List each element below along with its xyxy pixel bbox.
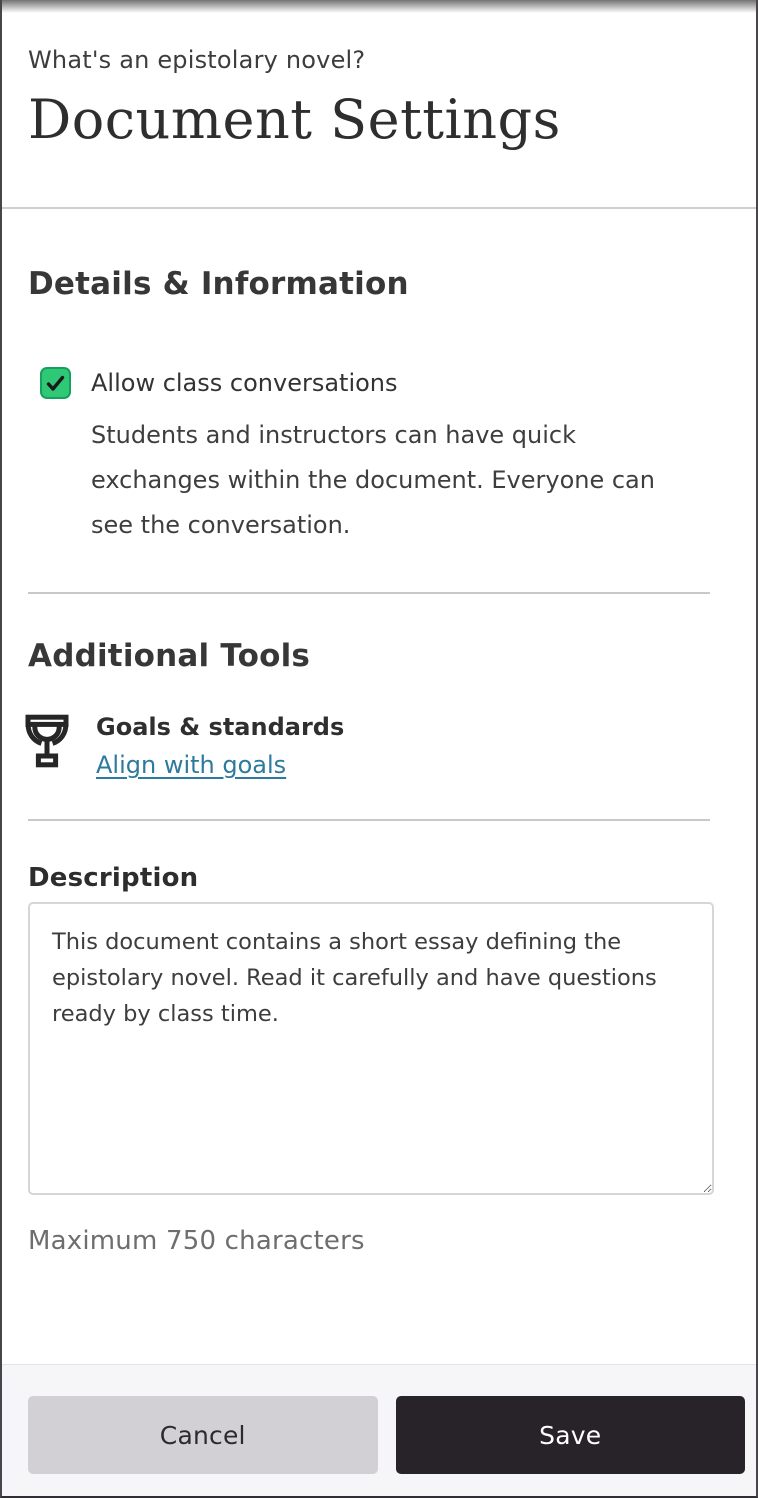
panel-header: [2, 0, 756, 209]
goals-standards-row: [28, 710, 710, 779]
description-label: Description: [28, 863, 199, 893]
allow-conversations-checkbox[interactable]: [40, 367, 71, 399]
document-context-title: What's an epistolary novel?: [28, 46, 366, 74]
save-button[interactable]: Save: [396, 1396, 746, 1474]
allow-conversations-row: [28, 365, 710, 548]
cancel-button[interactable]: Cancel: [28, 1396, 378, 1474]
align-with-goals-link[interactable]: Align with goals: [96, 751, 287, 779]
goals-standards-text: [96, 710, 344, 779]
additional-tools-heading: Additional Tools: [28, 638, 311, 674]
page-title: Document Settings: [28, 88, 561, 151]
allow-conversations-label[interactable]: Allow class conversations: [91, 369, 398, 397]
details-information-heading: Details & Information: [28, 266, 409, 302]
allow-conversations-description: Students and instructors can have quick exchanges within the document. Everyone can see the conversation.: [91, 421, 655, 539]
section-divider: [28, 819, 710, 821]
goals-standards-title: Goals & standards: [96, 713, 345, 741]
trophy-icon: [22, 712, 72, 772]
section-divider: [28, 592, 710, 594]
allow-conversations-text: [91, 365, 703, 548]
panel-content: [2, 266, 756, 1256]
checkmark-icon: [45, 373, 66, 394]
character-limit-helper-text: Maximum 750 characters: [28, 1226, 365, 1256]
panel-footer: [2, 1364, 756, 1496]
description-textarea[interactable]: [28, 902, 714, 1195]
